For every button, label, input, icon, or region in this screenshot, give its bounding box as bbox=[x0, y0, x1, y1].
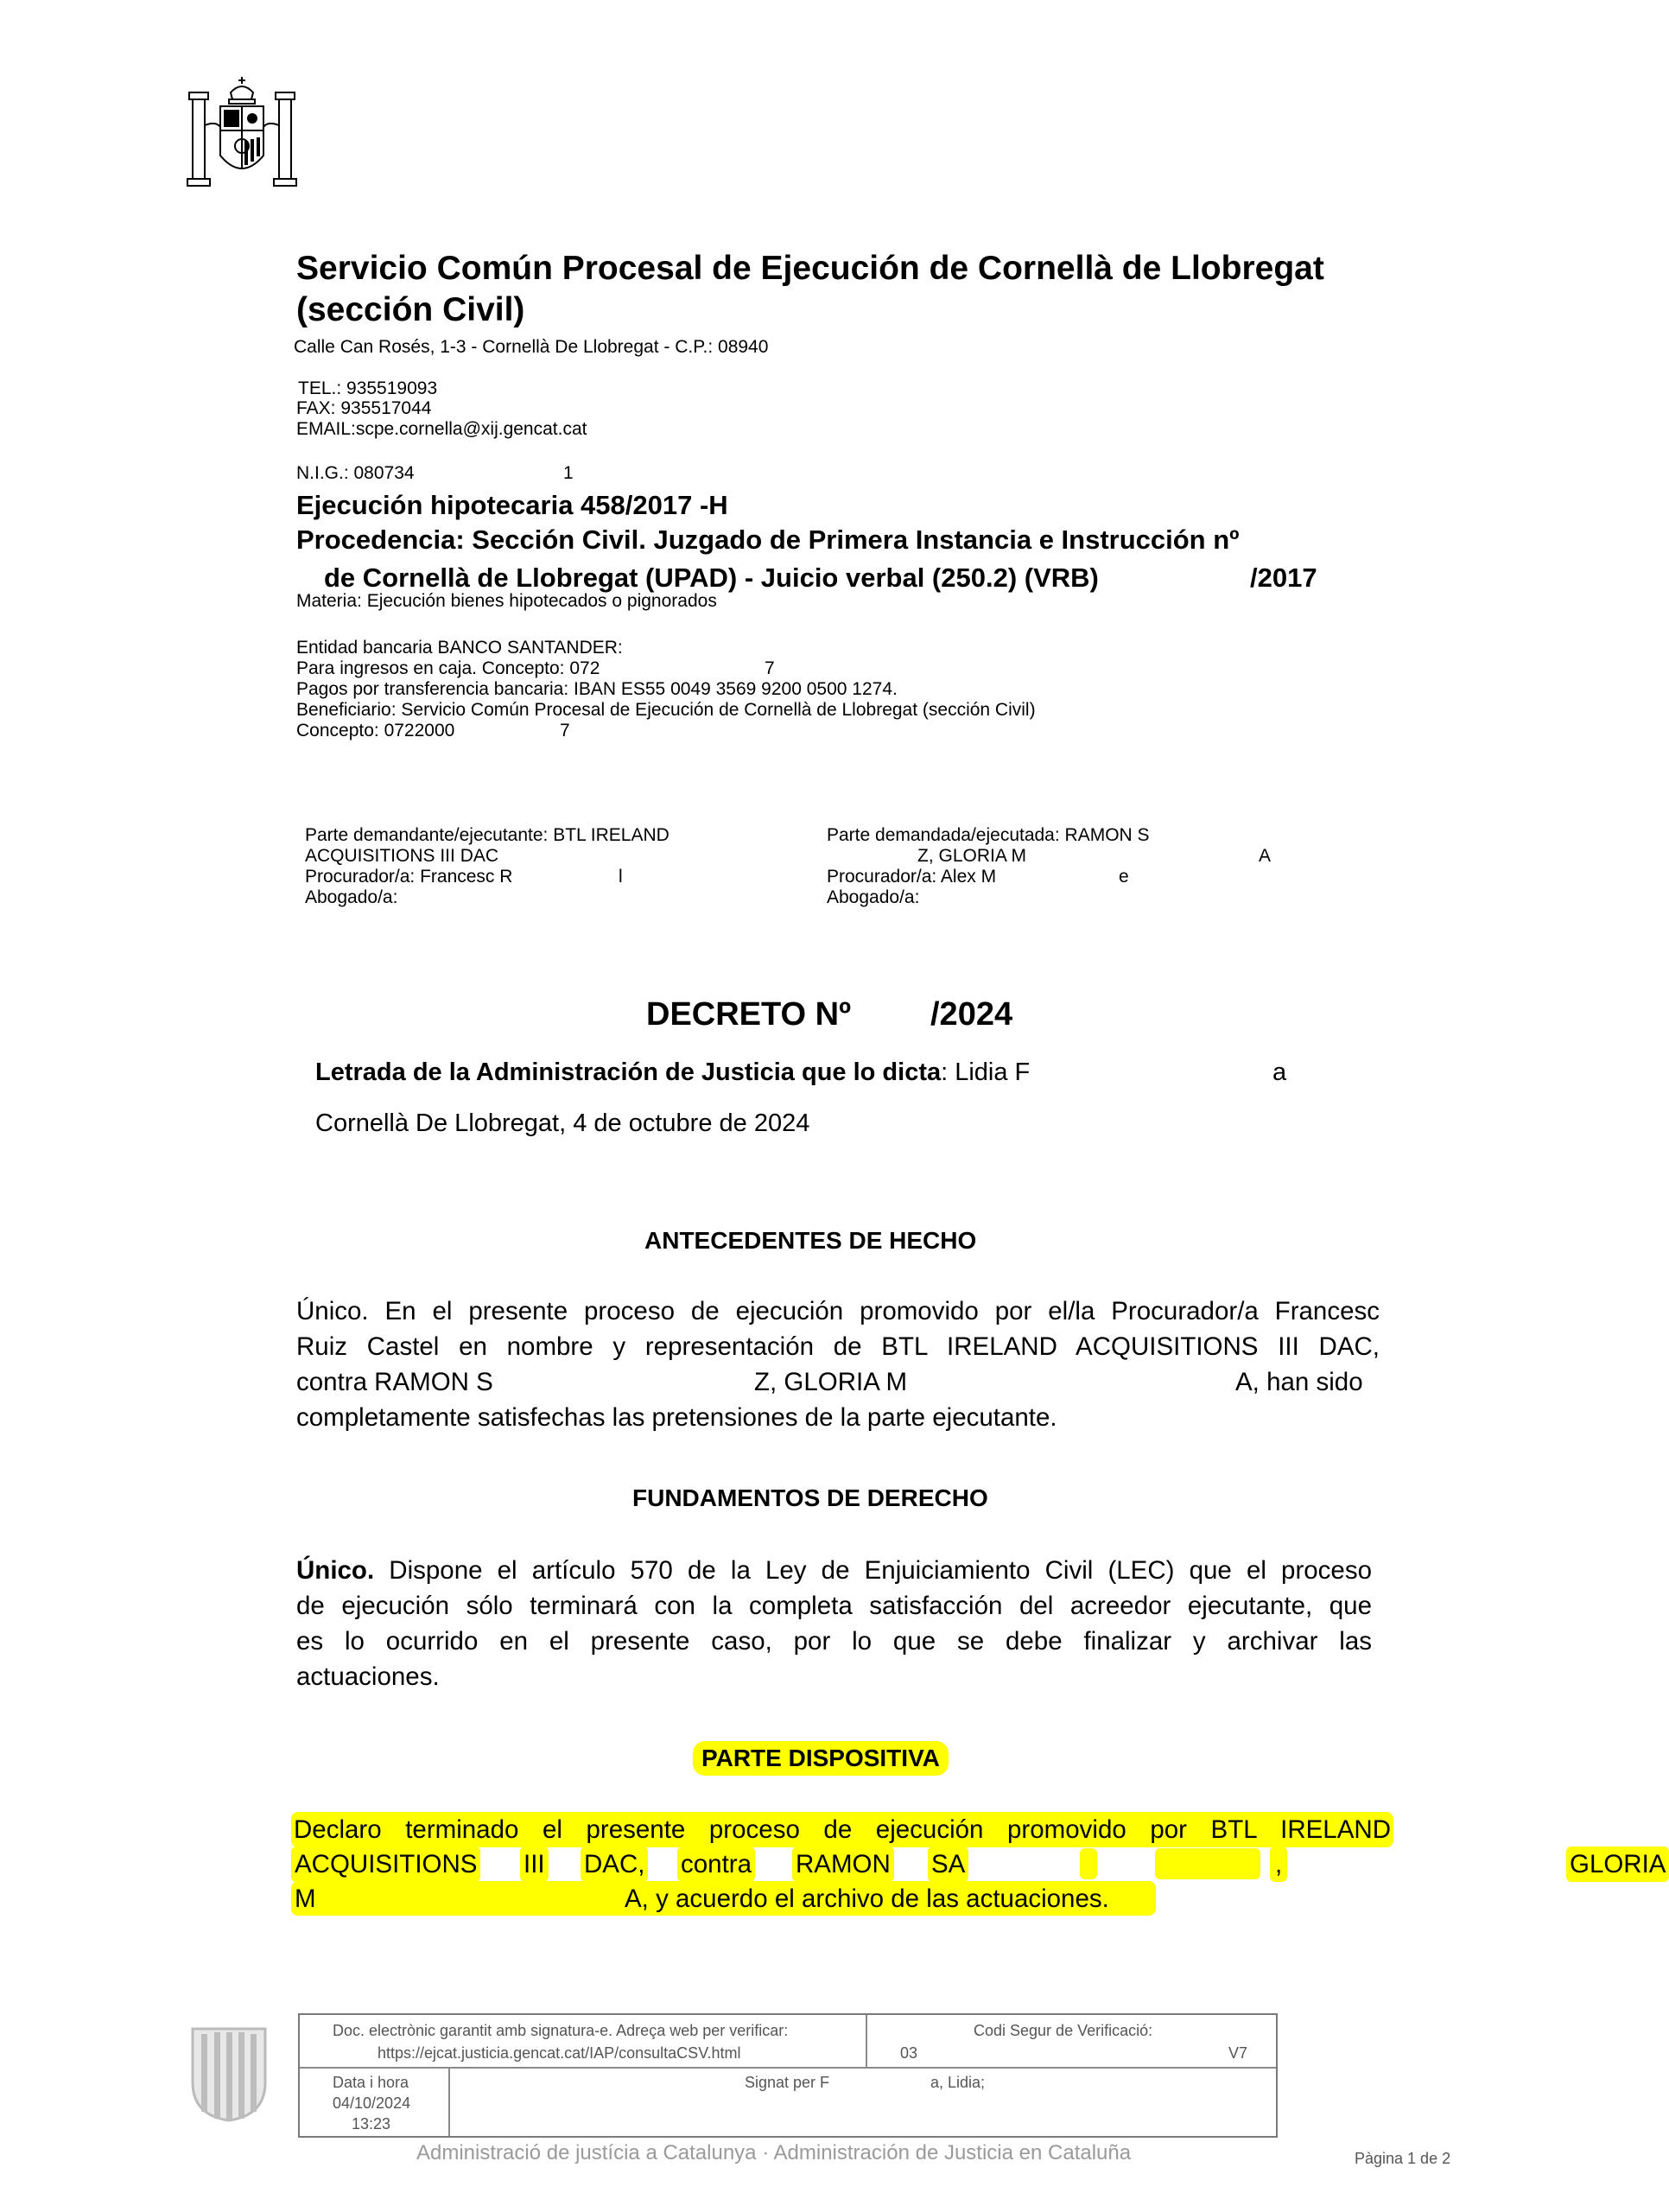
antecedentes-line3-c: A, han sido bbox=[1235, 1368, 1363, 1396]
dispositiva-word: , bbox=[1270, 1847, 1287, 1882]
procedencia-year: /2017 bbox=[1250, 563, 1317, 593]
court-name-line1: Servicio Común Procesal de Ejecución de Cornellà de Llobregat bbox=[296, 250, 1324, 287]
case-title: Ejecución hipotecaria 458/2017 -H bbox=[296, 490, 728, 520]
procedencia-line2: de Cornellà de Llobregat (UPAD) - Juicio verbal (250.2) (VRB) bbox=[324, 563, 1099, 593]
fundamentos-lead: Único. bbox=[296, 1556, 375, 1585]
dispositiva-word: DAC, bbox=[581, 1847, 648, 1882]
plaintiff-procurador: Procurador/a: Francesc R bbox=[305, 867, 513, 887]
dispositiva-word: RAMON bbox=[792, 1847, 894, 1882]
letrada-suffix: a bbox=[1272, 1058, 1287, 1086]
generalitat-logo-icon bbox=[186, 2022, 272, 2124]
defendant-line2-suffix: A bbox=[1259, 846, 1272, 866]
bank-beneficiary: Beneficiario: Servicio Común Procesal de Ejecución de Cornellà de Llobregat (sección Civil) bbox=[296, 700, 1036, 720]
bank-transfer: Pagos por transferencia bancaria: IBAN ES55 0049 3569 9200 0500 1274. bbox=[296, 679, 898, 699]
csv-prefix: 03 bbox=[900, 2044, 918, 2062]
plaintiff-procurador-suffix: l bbox=[619, 867, 623, 887]
antecedentes-line1: Único. En el presente proceso de ejecución promovido por el/la Procurador/a Francesc bbox=[296, 1297, 1380, 1325]
plaintiff-line1: Parte demandante/ejecutante: BTL IRELAND bbox=[305, 825, 670, 845]
plaintiff-line2: ACQUISITIONS III DAC bbox=[305, 846, 499, 866]
sign-date: 04/10/2024 bbox=[333, 2094, 411, 2112]
verify-url[interactable]: https://ejcat.justicia.gencat.cat/IAP/consultaCSV.html bbox=[378, 2044, 741, 2062]
letrada-name: : Lidia F bbox=[941, 1058, 1031, 1086]
csv-suffix: V7 bbox=[1228, 2044, 1248, 2062]
bank-cash-suffix: 7 bbox=[765, 658, 775, 678]
bank-cash: Para ingresos en caja. Concepto: 072 bbox=[296, 658, 600, 678]
nig-suffix: 1 bbox=[563, 463, 574, 483]
fundamentos-heading: FUNDAMENTOS DE DERECHO bbox=[632, 1484, 988, 1511]
defendant-line2: Z, GLORIA M bbox=[917, 846, 1027, 866]
dispositiva-word: GLORIA bbox=[1566, 1847, 1669, 1882]
dispositiva-word: ACQUISITIONS bbox=[291, 1847, 480, 1882]
antecedentes-line4: completamente satisfechas las pretensiones de la parte ejecutante. bbox=[296, 1403, 1057, 1432]
court-name-line2: (sección Civil) bbox=[296, 291, 525, 328]
dispositiva-line3 bbox=[291, 1881, 1156, 1916]
sign-time: 13:23 bbox=[352, 2115, 391, 2133]
fundamentos-line2: de ejecución sólo terminará con la completa satisfacción del acreedor ejecutante, que bbox=[296, 1592, 1372, 1620]
dispositiva-redaction-mark bbox=[1080, 1848, 1097, 1879]
defendant-procurador: Procurador/a: Alex M bbox=[827, 867, 997, 887]
bank-concept-suffix: 7 bbox=[560, 721, 570, 741]
defendant-lawyer: Abogado/a: bbox=[827, 887, 920, 907]
court-address: Calle Can Rosés, 1-3 - Cornellà De Llobregat - C.P.: 08940 bbox=[294, 337, 769, 357]
court-email: EMAIL:scpe.cornella@xij.gencat.cat bbox=[296, 419, 587, 439]
date-label: Data i hora bbox=[333, 2074, 409, 2091]
signed-by-suffix: a, Lidia; bbox=[930, 2074, 986, 2091]
dispositiva-word: contra bbox=[677, 1847, 755, 1882]
decree-title: DECRETO Nº bbox=[646, 996, 851, 1033]
admin-footer: Administració de justícia a Catalunya · Administración de Justicia en Cataluña bbox=[416, 2141, 1132, 2164]
coat-of-arms-icon bbox=[186, 73, 298, 194]
signed-by: Signat per F bbox=[745, 2074, 830, 2091]
dispositiva-line3-b: A, y acuerdo el archivo de las actuaciones. bbox=[625, 1885, 1109, 1913]
antecedentes-heading: ANTECEDENTES DE HECHO bbox=[644, 1227, 977, 1254]
dispositiva-heading: PARTE DISPOSITIVA bbox=[693, 1741, 949, 1776]
antecedentes-line3-b: Z, GLORIA M bbox=[754, 1368, 908, 1396]
signature-text: Doc. electrònic garantit amb signatura-e. Adreça web per verificar: bbox=[333, 2022, 789, 2039]
page-number: Pàgina 1 de 2 bbox=[1355, 2150, 1451, 2167]
fundamentos-line4: actuaciones. bbox=[296, 1662, 440, 1691]
dispositiva-redaction-mark bbox=[1155, 1848, 1260, 1879]
antecedentes-line3-a: contra RAMON S bbox=[296, 1368, 493, 1396]
plaintiff-lawyer: Abogado/a: bbox=[305, 887, 398, 907]
dispositiva-word: SA bbox=[928, 1847, 968, 1882]
defendant-line1: Parte demandada/ejecutada: RAMON S bbox=[827, 825, 1150, 845]
fundamentos-line1-rest: Dispone el artículo 570 de la Ley de Enjuiciamiento Civil (LEC) que el proceso bbox=[374, 1556, 1372, 1585]
antecedentes-line2: Ruiz Castel en nombre y representación de BTL IRELAND ACQUISITIONS III DAC, bbox=[296, 1332, 1380, 1361]
dispositiva-word: III bbox=[520, 1847, 549, 1882]
fundamentos-line3: es lo ocurrido en el presente caso, por lo que se debe finalizar y archivar las bbox=[296, 1627, 1372, 1656]
procedencia-line1: Procedencia: Sección Civil. Juzgado de Primera Instancia e Instrucción nº bbox=[296, 524, 1240, 555]
bank-entity: Entidad bancaria BANCO SANTANDER: bbox=[296, 638, 623, 658]
defendant-procurador-suffix: e bbox=[1119, 867, 1129, 887]
materia: Materia: Ejecución bienes hipotecados o pignorados bbox=[296, 591, 717, 611]
court-tel: TEL.: 935519093 bbox=[298, 378, 438, 398]
fundamentos-line1 bbox=[296, 1553, 1372, 1588]
court-fax: FAX: 935517044 bbox=[296, 398, 432, 418]
csv-label: Codi Segur de Verificació: bbox=[974, 2022, 1153, 2039]
dispositiva-line3-a: M bbox=[295, 1885, 316, 1913]
nig-label: N.I.G.: 080734 bbox=[296, 463, 415, 483]
place-date: Cornellà De Llobregat, 4 de octubre de 2024 bbox=[315, 1109, 810, 1137]
letrada-label: Letrada de la Administración de Justicia que lo dicta bbox=[315, 1058, 942, 1086]
letrada-line bbox=[315, 1058, 1030, 1087]
signature-box bbox=[298, 2013, 1278, 2138]
dispositiva-line1: Declaro terminado el presente proceso de ejecución promovido por BTL IRELAND bbox=[291, 1812, 1393, 1847]
bank-concept: Concepto: 0722000 bbox=[296, 721, 455, 741]
decree-number: /2024 bbox=[930, 996, 1013, 1033]
